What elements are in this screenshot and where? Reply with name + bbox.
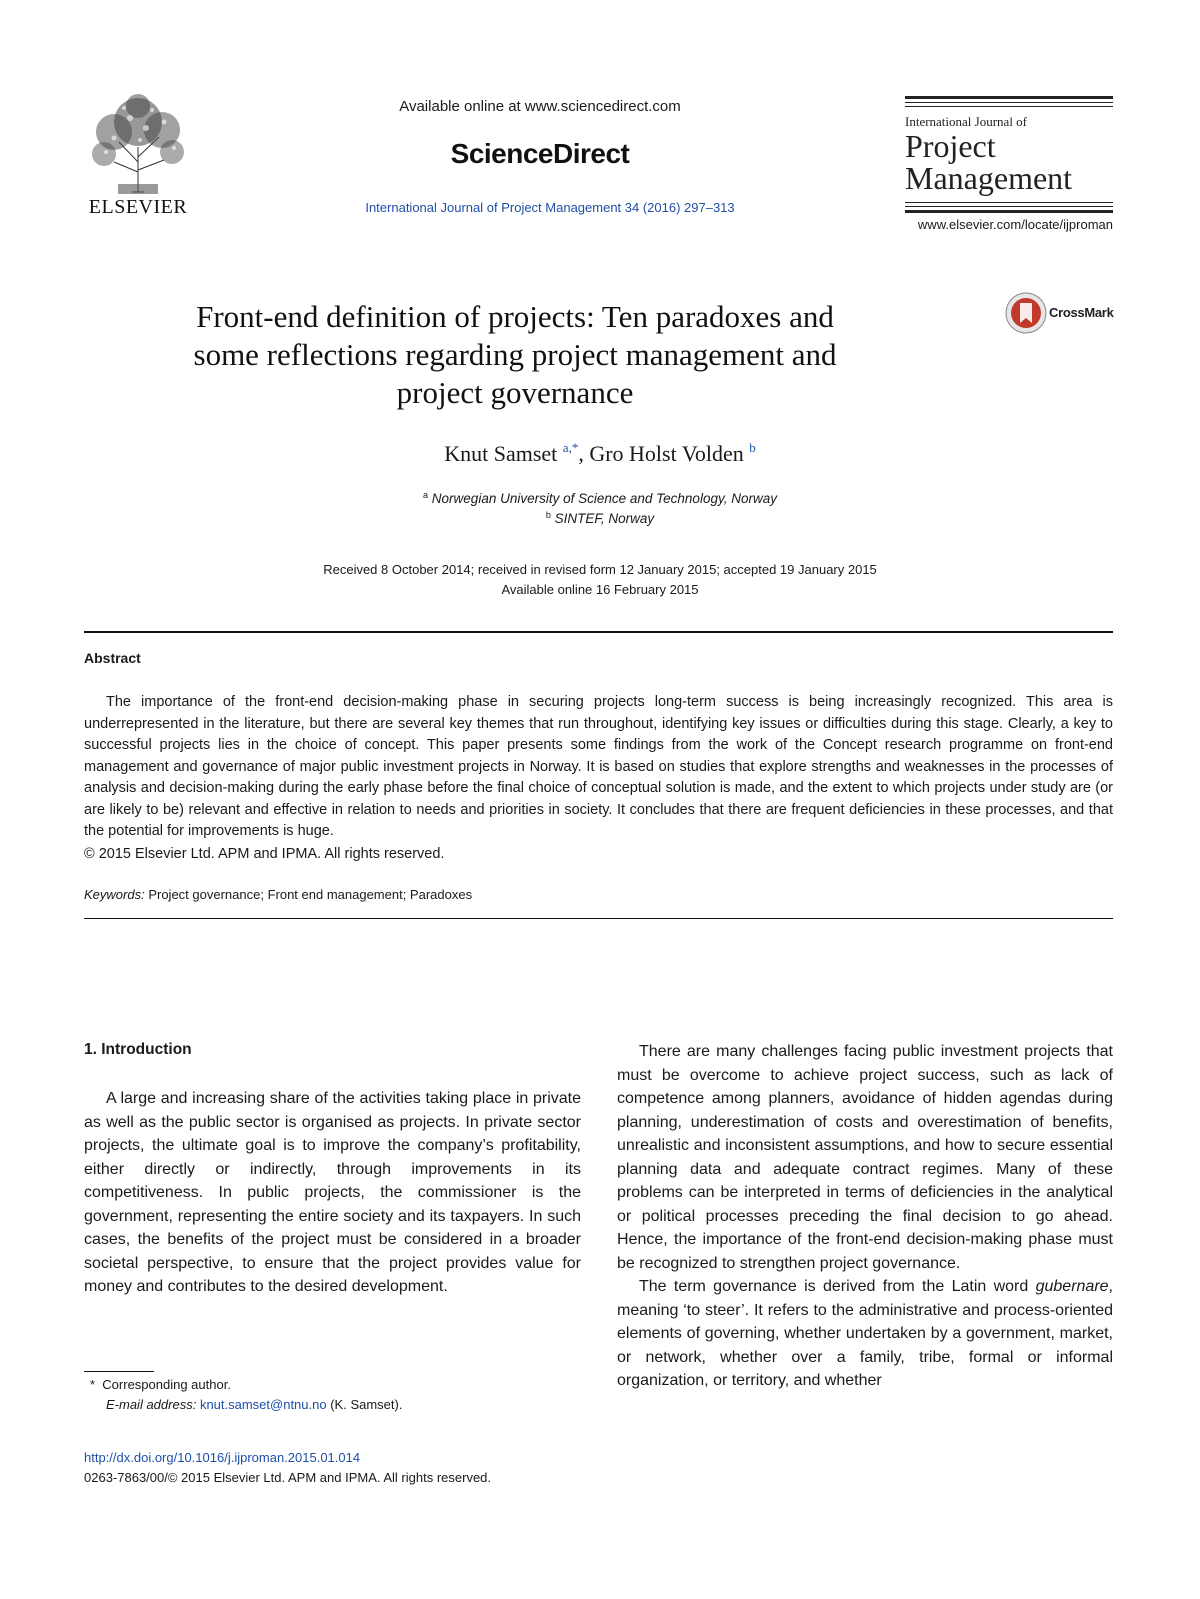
author-1[interactable]: Knut Samset bbox=[444, 441, 558, 466]
received-dates: Received 8 October 2014; received in revised form 12 January 2015; accepted 19 January 2015 bbox=[323, 562, 877, 577]
issn-copyright: 0263-7863/00/© 2015 Elsevier Ltd. APM and IPMA. All rights reserved. bbox=[84, 1470, 492, 1485]
keywords bbox=[84, 887, 472, 902]
email-label: E-mail address: bbox=[106, 1397, 197, 1412]
para3-rest: , meaning ‘to steer’. It refers to the administrative and process-oriented elements of governing, whether undertaken by a government, market, or network, whether over a family, tribe, formal or informal organization, or territory, and whether bbox=[617, 1278, 1113, 1389]
title-line-1: Front-end definition of projects: Ten paradoxes and bbox=[196, 299, 834, 334]
email-link[interactable]: knut.samset@ntnu.no bbox=[199, 1397, 327, 1412]
footnote-corresponding-text: Corresponding author. bbox=[102, 1377, 231, 1392]
para3-start: The term governance is derived from the Latin word bbox=[639, 1278, 1029, 1295]
available-online-text: Available online at www.sciencedirect.com bbox=[399, 98, 681, 115]
footnote-mark: * bbox=[90, 1377, 96, 1392]
sciencedirect-logo: ScienceDirect bbox=[450, 138, 630, 169]
affiliation-a-text: Norwegian University of Science and Technology, Norway bbox=[431, 491, 777, 506]
elsevier-logo bbox=[84, 92, 192, 216]
author-2-marks[interactable]: b bbox=[749, 440, 756, 455]
journal-reference-link[interactable]: International Journal of Project Management 34 (2016) 297–313 bbox=[365, 200, 735, 215]
elsevier-tree-logo-icon bbox=[84, 92, 192, 196]
abstract-bottom-rule bbox=[84, 918, 1113, 919]
email-suffix: (K. Samset). bbox=[330, 1397, 403, 1412]
intro-paragraph-3 bbox=[617, 1275, 1113, 1393]
abstract-body: The importance of the front-end decision-making phase in securing projects long-term success is being increasingly recognized. This area is underrepresented in the literature, but there are several key themes that run throughout, identifying key issues or difficulties during this stage. Clearly, a key to successful projects lies in the choice of concept. This paper presents some findings from the work of the Concept research programme on front-end management and governance of major public investment projects in Norway. It is based on studies that explore strengths and weaknesses in the processes of analysis and decision-making during the early phase before the final choice of conceptual solution is made, and the extent to which projects under study are (or are likely to be) relevant and effective in relation to needs and priorities in society. It concludes that there are frequent deficiencies in these processes, and that the potential for improvements is huge. bbox=[84, 694, 1113, 839]
crossmark-label: CrossMark bbox=[1049, 305, 1114, 320]
affiliation-a-mark: a bbox=[423, 490, 429, 500]
abstract-copyright: © 2015 Elsevier Ltd. APM and IPMA. All rights reserved. bbox=[84, 846, 445, 862]
paper-title bbox=[150, 298, 880, 412]
publisher-name: ELSEVIER bbox=[88, 196, 188, 218]
crossmark-badge[interactable] bbox=[1005, 292, 1125, 336]
para3-term: gubernare bbox=[1035, 1278, 1109, 1295]
available-online-date: Available online 16 February 2015 bbox=[501, 582, 699, 597]
intro-paragraph-2: There are many challenges facing public investment projects that must be overcome to achieve project success, such as lack of competence among planners, avoidance of hidden agendas during planning, underestimation of costs and overestimation of benefits, unrealistic and inconsistent assumptions, and how to secure essential planning data and adequate contract regimes. Many of these problems can be interpreted in terms of deficiencies in the analytical or political processes preceding the final decision to go ahead. Hence, the importance of the front-end decision-making phase must be recognized to strengthen project governance. bbox=[617, 1043, 1113, 1272]
intro-paragraph-1: A large and increasing share of the activities taking place in private as well as the public sector is organised as projects. In private sector projects, the ultimate goal is to improve the company’s profitability, either directly or indirectly, through improvements in its competitiveness. In public projects, the commissioner is the government, representing the entire society and its taxpayers. In such cases, the benefits of the project must be considered in a broader societal perspective, to ensure that the project provides value for money and contributes to the desired development. bbox=[84, 1090, 581, 1295]
footnote-corresponding bbox=[90, 1377, 231, 1392]
doi-link[interactable]: http://dx.doi.org/10.1016/j.ijproman.2015.01.014 bbox=[84, 1450, 361, 1465]
author-separator: , bbox=[578, 441, 584, 466]
right-column bbox=[617, 1040, 1113, 1393]
abstract-heading: Abstract bbox=[84, 650, 141, 666]
section-heading-introduction: 1. Introduction bbox=[84, 1041, 192, 1058]
title-line-2: some reflections regarding project management and bbox=[193, 337, 837, 372]
affiliation-b-mark: b bbox=[545, 510, 551, 520]
author-1-marks[interactable]: a,* bbox=[562, 440, 579, 455]
journal-url-link[interactable]: www.elsevier.com/locate/ijproman bbox=[917, 217, 1113, 232]
crossmark-icon bbox=[1005, 292, 1047, 334]
footnote-rule bbox=[84, 1371, 154, 1372]
keywords-label: Keywords: bbox=[84, 887, 145, 902]
abstract-top-rule bbox=[84, 631, 1113, 633]
affiliation-a bbox=[200, 490, 1000, 506]
left-column bbox=[84, 1087, 581, 1299]
journal-brand-small: International Journal of bbox=[905, 114, 1028, 129]
footnote-email bbox=[106, 1397, 402, 1412]
author-list bbox=[200, 440, 1000, 467]
journal-brand-line2: Management bbox=[905, 160, 1073, 196]
affiliation-b bbox=[200, 510, 1000, 526]
journal-brand-line1: Project bbox=[905, 128, 996, 164]
author-2[interactable]: Gro Holst Volden bbox=[589, 441, 744, 466]
keywords-list: Project governance; Front end management; Paradoxes bbox=[148, 887, 473, 902]
journal-brand bbox=[905, 96, 1113, 216]
affiliation-b-text: SINTEF, Norway bbox=[554, 511, 655, 526]
title-line-3: project governance bbox=[396, 375, 634, 410]
